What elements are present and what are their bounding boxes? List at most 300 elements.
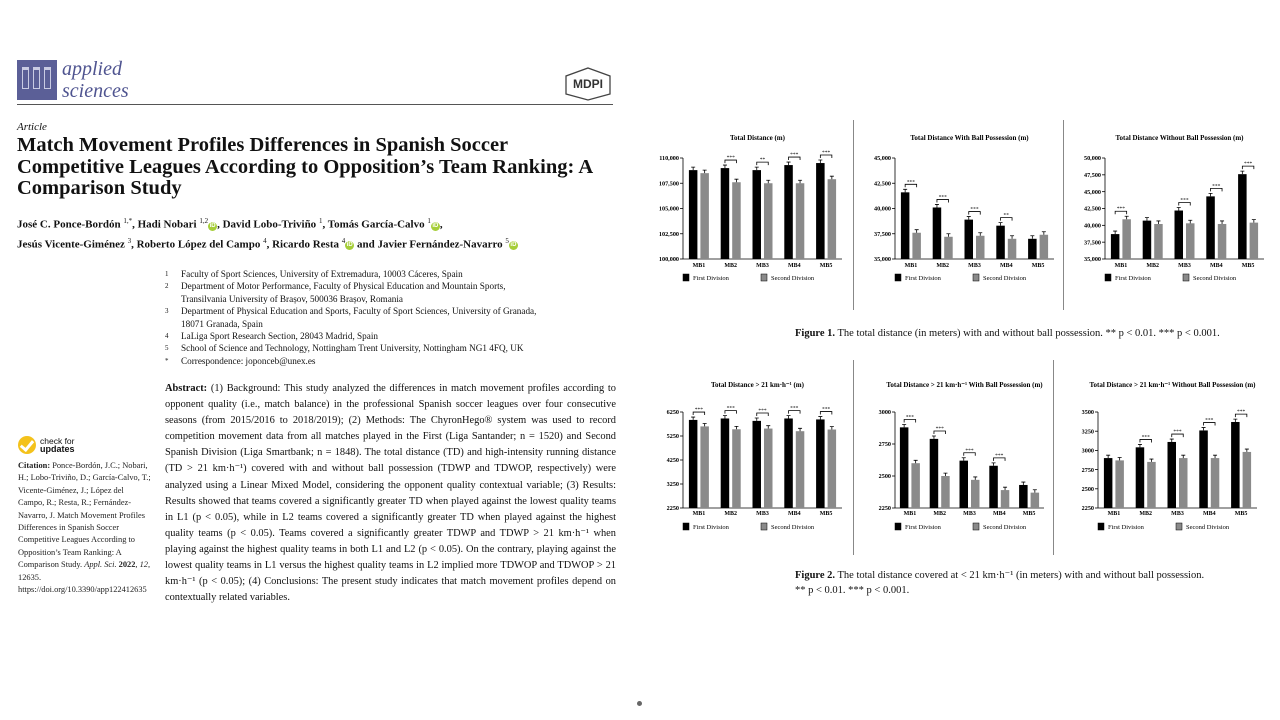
x-tick-label: MB1	[692, 511, 706, 517]
error-bar	[1181, 455, 1185, 458]
error-bar	[766, 426, 770, 429]
error-bar	[1188, 220, 1192, 223]
author-separator: ,	[439, 218, 443, 231]
bar-second-division	[732, 429, 741, 508]
x-tick-label: MB1	[904, 263, 918, 269]
x-tick-label: MB3	[963, 511, 976, 517]
error-bar	[1170, 439, 1174, 442]
significance-marker: ***	[906, 179, 916, 186]
bar-first-division	[1238, 174, 1247, 259]
bar-second-division	[828, 179, 837, 259]
error-bar	[1118, 458, 1122, 461]
error-bar	[787, 416, 791, 419]
bar-first-division	[689, 420, 698, 508]
error-bar	[1245, 449, 1249, 452]
bar-second-division	[1040, 235, 1049, 259]
affiliation	[165, 318, 536, 330]
x-tick-label: MB4	[787, 511, 801, 517]
figure2-caption	[795, 568, 1204, 598]
x-tick-label: MB2	[1139, 511, 1153, 517]
legend-swatch	[1176, 523, 1182, 530]
figure-divider	[1063, 120, 1064, 310]
author-name[interactable]: Roberto López del Campo	[136, 238, 261, 251]
orcid-icon[interactable]: iD	[432, 222, 439, 229]
checkmark-icon	[18, 436, 36, 454]
affiliation-text[interactable]: Correspondence: joponceb@unex.es	[181, 355, 316, 366]
error-bar	[1220, 221, 1224, 224]
author-affiliation-ref: 4	[263, 236, 267, 245]
bar-first-division	[1019, 485, 1028, 508]
journal-name-line1: applied	[62, 58, 122, 80]
figure1-label: Figure 1.	[795, 328, 836, 339]
error-bar	[915, 230, 919, 233]
error-bar	[723, 165, 727, 168]
error-bar	[903, 189, 907, 192]
bar-second-division	[700, 173, 709, 259]
bar-second-division	[941, 476, 950, 508]
chart-title: Total Distance > 21 km·h⁻¹ (m)	[711, 381, 804, 389]
header-rule	[17, 104, 613, 105]
bar-second-division	[764, 429, 773, 508]
x-tick-label: MB4	[999, 263, 1013, 269]
error-bar	[755, 167, 759, 170]
error-bar	[787, 162, 791, 165]
legend-label: Second Division	[1186, 524, 1230, 531]
author-affiliation-ref: 1	[427, 217, 431, 225]
error-bar	[1042, 232, 1046, 235]
orcid-icon[interactable]: iD	[346, 242, 353, 249]
y-tick-label: 40,000	[1083, 222, 1101, 230]
y-tick-label: 2500	[1081, 486, 1094, 493]
significance-marker: ***	[790, 405, 799, 412]
significance-marker: **	[1003, 212, 1010, 219]
bar-second-division	[1243, 452, 1252, 508]
bar-first-division	[784, 165, 793, 259]
significance-marker: ***	[905, 414, 915, 421]
bar-second-division	[1122, 219, 1131, 259]
affiliation-text: School of Science and Technology, Nottingham Trent University, Nottingham NG1 4FQ, UK	[181, 343, 524, 354]
error-bar	[755, 418, 759, 421]
bar-first-division	[1143, 221, 1152, 259]
significance-marker: ***	[938, 194, 947, 201]
author-affiliation-ref: 1	[318, 217, 323, 225]
error-bar	[1010, 236, 1014, 239]
x-tick-label: MB5	[1241, 263, 1255, 269]
figure-divider	[853, 360, 854, 555]
affiliation	[165, 342, 536, 354]
legend-swatch	[895, 523, 901, 530]
error-bar	[932, 436, 936, 439]
error-bar	[1030, 236, 1034, 239]
x-tick-label: MB2	[936, 263, 950, 269]
author-name[interactable]: José C. Ponce-Bordón	[17, 218, 121, 231]
citation-year: 2022	[118, 560, 136, 570]
error-bar	[1209, 193, 1213, 196]
error-bar	[1003, 487, 1007, 490]
check-for-updates-button[interactable]	[18, 436, 75, 454]
author-affiliation-ref: 5	[505, 236, 509, 245]
bar-first-division	[965, 220, 974, 259]
author-list	[17, 213, 518, 252]
error-bar	[1240, 171, 1244, 174]
y-tick-label: 2250	[666, 505, 679, 513]
legend-label: First Division	[693, 524, 729, 531]
error-bar	[962, 458, 966, 461]
y-tick-label: 37,500	[1083, 239, 1101, 247]
y-tick-label: 2500	[878, 473, 891, 481]
error-bar	[902, 424, 906, 427]
bar-second-division	[1008, 239, 1017, 259]
error-bar	[723, 416, 727, 419]
error-bar	[1149, 459, 1153, 462]
bar-first-division	[933, 207, 942, 259]
y-tick-label: 2250	[1081, 505, 1094, 513]
citation-journal: Appl. Sci.	[84, 560, 117, 570]
bar-first-division	[1175, 211, 1184, 259]
affiliation-number: 2	[165, 282, 169, 291]
x-tick-label: MB2	[724, 511, 738, 517]
error-bar	[967, 217, 971, 220]
check-line2: updates	[40, 444, 75, 454]
y-tick-label: 110,000	[659, 155, 679, 163]
affiliation-number	[165, 293, 181, 305]
significance-marker: ***	[1243, 161, 1253, 168]
affiliations	[165, 268, 536, 367]
affiliation-number: 1	[165, 270, 169, 278]
chart-with-ball	[857, 128, 1062, 288]
bar-first-division	[1199, 430, 1208, 508]
bar-first-division	[816, 163, 825, 259]
article-title: Match Movement Profiles Differences in Spanish Soccer Competitive Leagues According to Opposition’s Team Ranking: A Comparison Study	[17, 134, 593, 199]
affiliation-text: Transilvania University of Brașov, 500036 Brașov, Romania	[181, 293, 404, 304]
bar-second-division	[1218, 224, 1227, 259]
author-name[interactable]: Jesús Vicente-Giménez	[17, 238, 125, 251]
chart-title: Total Distance With Ball Possession (m)	[910, 134, 1029, 142]
bar-first-division	[1136, 447, 1145, 508]
bar-first-division	[901, 192, 910, 259]
citation: Citation: Ponce-Bordón, J.C.; Nobari, H.; Lobo-Triviño, D.; García-Calvo, T.; Vicente-Giménez, J.; López del Campo, R.; Resta, R.; Fernández-Navarro, J. Match Movement Profiles Differences in Spanish Soccer Competitive Leagues According to Opposition’s Team Ranking: A Comparison Study. Appl. Sci. 2022, 12, 12635. https://doi.org/10.3390/app122412635	[18, 461, 151, 595]
x-tick-label: MB5	[1031, 263, 1045, 269]
legend-swatch	[683, 523, 689, 530]
legend-label: First Division	[1108, 524, 1144, 531]
affiliation-text: 18071 Granada, Spain	[181, 318, 263, 329]
bar-first-division	[1231, 422, 1240, 508]
y-tick-label: 2750	[1081, 466, 1094, 474]
error-bar	[1138, 444, 1142, 447]
significance-marker: ***	[1236, 409, 1246, 416]
orcid-icon[interactable]: iD	[209, 222, 216, 229]
error-bar	[943, 473, 947, 476]
author-separator: ,	[266, 238, 273, 251]
significance-marker: ***	[965, 447, 974, 454]
error-bar	[703, 170, 707, 173]
y-tick-label: 35,000	[1083, 256, 1101, 264]
author-separator: and	[354, 238, 378, 251]
author-name[interactable]: Hadi Nobari	[137, 218, 197, 231]
y-tick-label: 2250	[878, 505, 891, 513]
affiliation	[165, 268, 536, 280]
y-tick-label: 100,000	[658, 256, 679, 264]
bar-second-division	[796, 431, 805, 508]
x-tick-label: MB4	[1209, 263, 1223, 269]
legend-swatch	[761, 274, 767, 281]
y-tick-label: 42,500	[873, 180, 891, 188]
page-indicator[interactable]	[637, 701, 642, 706]
error-bar	[992, 463, 996, 466]
x-tick-label: MB3	[968, 263, 981, 269]
y-tick-label: 3000	[1081, 447, 1094, 455]
y-tick-label: 3250	[1081, 428, 1094, 436]
bar-second-division	[796, 183, 805, 259]
affiliation-number: 5	[165, 344, 169, 353]
error-bar	[1021, 482, 1025, 485]
legend-swatch	[1105, 274, 1111, 281]
figure1-caption	[795, 326, 1220, 341]
author-affiliation-ref: 3	[127, 236, 132, 245]
legend-swatch	[973, 523, 979, 530]
bar-first-division	[900, 427, 909, 508]
figure2-text: The total distance covered at < 21 km·h⁻¹ (in meters) with and without ball possession.	[837, 570, 1205, 581]
citation-doi[interactable]: , 12635. https://doi.org/10.3390/app122412635	[18, 560, 151, 595]
y-tick-label: 102,500	[658, 230, 679, 238]
x-tick-label: MB4	[992, 511, 1006, 517]
bar-second-division	[1211, 458, 1220, 508]
bar-first-division	[753, 421, 762, 508]
significance-marker: ***	[995, 452, 1004, 459]
bar-first-division	[784, 418, 793, 508]
figure2-text2: ** p < 0.01. *** p < 0.001.	[795, 585, 910, 596]
x-tick-label: MB5	[1234, 511, 1248, 517]
affiliation	[165, 305, 536, 317]
legend-label: Second Division	[771, 275, 815, 282]
legend-swatch	[1183, 274, 1189, 281]
significance-marker: ***	[970, 206, 979, 213]
affiliation-text: Department of Physical Education and Sports, Faculty of Sport Sciences, University of Granada,	[181, 306, 537, 317]
chart-total-distance	[645, 128, 850, 288]
error-bar	[734, 179, 738, 182]
affiliation-text: LaLiga Sport Research Section, 28043 Madrid, Spain	[181, 331, 378, 342]
affiliation	[165, 280, 536, 292]
significance-marker: ***	[821, 150, 831, 157]
author-name[interactable]: Ricardo Resta	[272, 238, 339, 251]
affiliation-number: 3	[165, 307, 169, 316]
affiliation-number	[165, 318, 181, 330]
mdpi-logo	[564, 67, 612, 101]
chart-without-ball	[1067, 128, 1272, 288]
bar-second-division	[944, 237, 953, 259]
significance-marker: ***	[1116, 206, 1126, 213]
x-tick-label: MB4	[787, 263, 801, 269]
bar-first-division	[960, 461, 969, 508]
bar-first-division	[930, 439, 939, 508]
bar-first-division	[1104, 458, 1113, 508]
bar-second-division	[1001, 490, 1010, 508]
significance-marker: ***	[758, 408, 767, 414]
bar-first-division	[1206, 196, 1215, 259]
bar-first-division	[816, 419, 825, 508]
error-bar	[798, 428, 802, 431]
error-bar	[946, 234, 950, 237]
legend-label: First Division	[905, 524, 941, 531]
bar-second-division	[976, 236, 985, 259]
error-bar	[1156, 221, 1160, 224]
bar-second-division	[700, 426, 709, 508]
y-tick-label: 40,000	[873, 205, 891, 213]
affiliation	[165, 330, 536, 342]
x-tick-label: MB5	[819, 511, 833, 517]
bar-second-division	[971, 480, 980, 508]
affiliation-text: Department of Motor Performance, Faculty of Physical Education and Mountain Sports,	[181, 281, 506, 292]
error-bar	[830, 176, 834, 179]
y-tick-label: 47,500	[1083, 172, 1101, 180]
figure-divider	[1053, 360, 1054, 555]
significance-marker: ***	[726, 405, 735, 412]
figure2-label: Figure 2.	[795, 570, 836, 581]
significance-marker: ***	[1141, 434, 1150, 441]
error-bar	[973, 477, 977, 480]
journal-name-line2: sciences	[62, 80, 129, 102]
significance-marker: ***	[1205, 417, 1214, 424]
y-tick-label: 3250	[666, 481, 679, 489]
legend-label: First Division	[693, 275, 729, 282]
abstract-text: (1) Background: This study analyzed the differences in match movement profiles according to opponent quality (i.e., match balance) in the professional Spanish soccer leagues over four consecutive seasons (from 2015/2016 to 2018/2019); (2) Methods: The ChyronHego® system was used to record competition movement data from all matches played in the First (Liga Santander; n = 1520) and Second Spanish Division (Liga Smartbank; n = 1848). The total distance (TD) and high-intensity running distance (TD > 21 km·h⁻¹) covered with and without ball possession (TDWP and TDWOP, respectively) were analyzed using a Linear Mixed Model, considering the opponent quality contextual variable; (3) Results: Results showed that teams covered a significantly greater TD when played against the lowest quality teams in L1 (p < 0.05), while in L2 teams covered a significantly greater TD when played against the highest quality teams (p < 0.05). Teams covered a significantly greater TDWP and TDWP > 21 km·h⁻¹ when playing against the highest quality teams in both L1 and L2 (p < 0.05). On the contrary, playing against the lowest quality teams in L1 versus the highest quality teams in L2 implied more TDWOP and TDWOP > 21 km·h⁻¹ (p < 0.05); (4) Conclusions: The present study indicates that match movement profiles depend on contextually related variables.	[165, 383, 616, 604]
x-tick-label: MB3	[756, 263, 769, 269]
bar-second-division	[1115, 460, 1124, 508]
x-tick-label: MB1	[903, 511, 917, 517]
error-bar	[1125, 216, 1129, 219]
y-tick-label: 3500	[1081, 409, 1094, 417]
bar-second-division	[1154, 224, 1163, 259]
y-tick-label: 35,000	[873, 256, 891, 264]
bar-second-division	[764, 183, 773, 259]
orcid-icon[interactable]: iD	[510, 242, 517, 249]
legend-label: First Division	[1115, 275, 1151, 282]
chart-hi-with-ball	[857, 375, 1052, 535]
significance-marker: ***	[1173, 429, 1182, 436]
bar-first-division	[989, 466, 998, 508]
legend-label: Second Division	[983, 524, 1027, 531]
x-tick-label: MB3	[756, 511, 769, 517]
significance-marker: ***	[821, 406, 831, 413]
legend-swatch	[895, 274, 901, 281]
bar-first-division	[1028, 239, 1037, 259]
chart-title: Total Distance Without Ball Possession (m)	[1115, 134, 1244, 142]
author-separator: ,	[217, 218, 223, 231]
bar-second-division	[1147, 462, 1156, 508]
error-bar	[818, 160, 822, 163]
y-tick-label: 45,000	[1083, 188, 1101, 196]
error-bar	[1106, 455, 1110, 458]
error-bar	[703, 424, 707, 427]
x-tick-label: MB1	[1114, 263, 1128, 269]
bar-second-division	[1179, 458, 1188, 508]
abstract-label: Abstract:	[165, 383, 208, 394]
author-name[interactable]: David Lobo-Triviño	[222, 218, 317, 231]
bar-second-division	[828, 430, 837, 508]
bar-second-division	[912, 233, 921, 259]
error-bar	[1033, 490, 1037, 493]
error-bar	[1145, 218, 1149, 221]
author-name[interactable]: Javier Fernández-Navarro	[377, 238, 503, 251]
y-tick-label: 6250	[666, 409, 679, 417]
error-bar	[1202, 428, 1206, 431]
significance-marker: ***	[1212, 183, 1221, 190]
chart-title: Total Distance > 21 km·h⁻¹ With Ball Possession (m)	[886, 381, 1043, 389]
error-bar	[999, 223, 1003, 226]
x-tick-label: MB2	[724, 263, 738, 269]
legend-swatch	[761, 523, 767, 530]
error-bar	[830, 427, 834, 430]
journal-logo	[17, 60, 57, 100]
chart-hi-without-ball	[1060, 375, 1265, 535]
figure1-text: The total distance (in meters) with and without ball possession. ** p < 0.01. *** p < 0.001.	[837, 328, 1220, 339]
error-bar	[1113, 231, 1117, 234]
chart-title: Total Distance > 21 km·h⁻¹ Without Ball Possession (m)	[1089, 381, 1256, 389]
affiliation-text: Faculty of Sport Sciences, University of Extremadura, 10003 Cáceres, Spain	[181, 269, 463, 279]
x-tick-label: MB1	[692, 263, 706, 269]
x-tick-label: MB2	[1146, 263, 1160, 269]
y-tick-label: 105,000	[658, 205, 679, 213]
significance-marker: ***	[1180, 197, 1189, 204]
significance-marker: ***	[935, 426, 944, 432]
affiliation	[165, 293, 536, 305]
legend-label: Second Division	[983, 275, 1027, 282]
y-tick-label: 37,500	[873, 230, 891, 238]
error-bar	[935, 204, 939, 207]
significance-marker: **	[759, 157, 766, 164]
legend-swatch	[683, 274, 689, 281]
affiliation-number: *	[165, 356, 169, 365]
x-tick-label: MB1	[1107, 511, 1121, 517]
legend-label: Second Division	[771, 524, 815, 531]
citation-volume: 12	[139, 560, 148, 570]
bar-second-division	[911, 463, 920, 508]
y-tick-label: 4250	[666, 457, 679, 465]
legend-label: Second Division	[1193, 275, 1237, 282]
legend-swatch	[1098, 523, 1104, 530]
bar-first-division	[996, 226, 1005, 259]
y-tick-label: 45,000	[873, 155, 891, 163]
y-tick-label: 107,500	[658, 180, 679, 188]
bar-first-division	[721, 168, 730, 259]
author-affiliation-ref: 1,*	[123, 217, 133, 225]
publisher-name: MDPI	[573, 77, 603, 91]
author-separator: ,	[132, 218, 138, 231]
legend-swatch	[973, 274, 979, 281]
x-tick-label: MB4	[1202, 511, 1216, 517]
x-tick-label: MB3	[1171, 511, 1184, 517]
bar-first-division	[689, 170, 698, 259]
x-tick-label: MB5	[819, 263, 833, 269]
error-bar	[1213, 455, 1217, 458]
affiliation	[165, 355, 536, 367]
author-name[interactable]: Tomás García-Calvo	[327, 218, 425, 231]
legend-label: First Division	[905, 275, 941, 282]
author-affiliation-ref: 4	[341, 236, 346, 245]
error-bar	[691, 417, 695, 420]
figure-divider	[853, 120, 854, 310]
error-bar	[766, 180, 770, 183]
y-tick-label: 42,500	[1083, 205, 1101, 213]
bar-second-division	[1031, 493, 1040, 508]
y-tick-label: 3000	[878, 409, 891, 417]
check-line1: check for	[40, 435, 75, 446]
bar-second-division	[1186, 223, 1195, 259]
y-tick-label: 5250	[666, 433, 679, 441]
citation-label: Citation:	[18, 461, 51, 470]
author-separator: ,	[131, 238, 137, 251]
significance-marker: ***	[726, 155, 735, 162]
